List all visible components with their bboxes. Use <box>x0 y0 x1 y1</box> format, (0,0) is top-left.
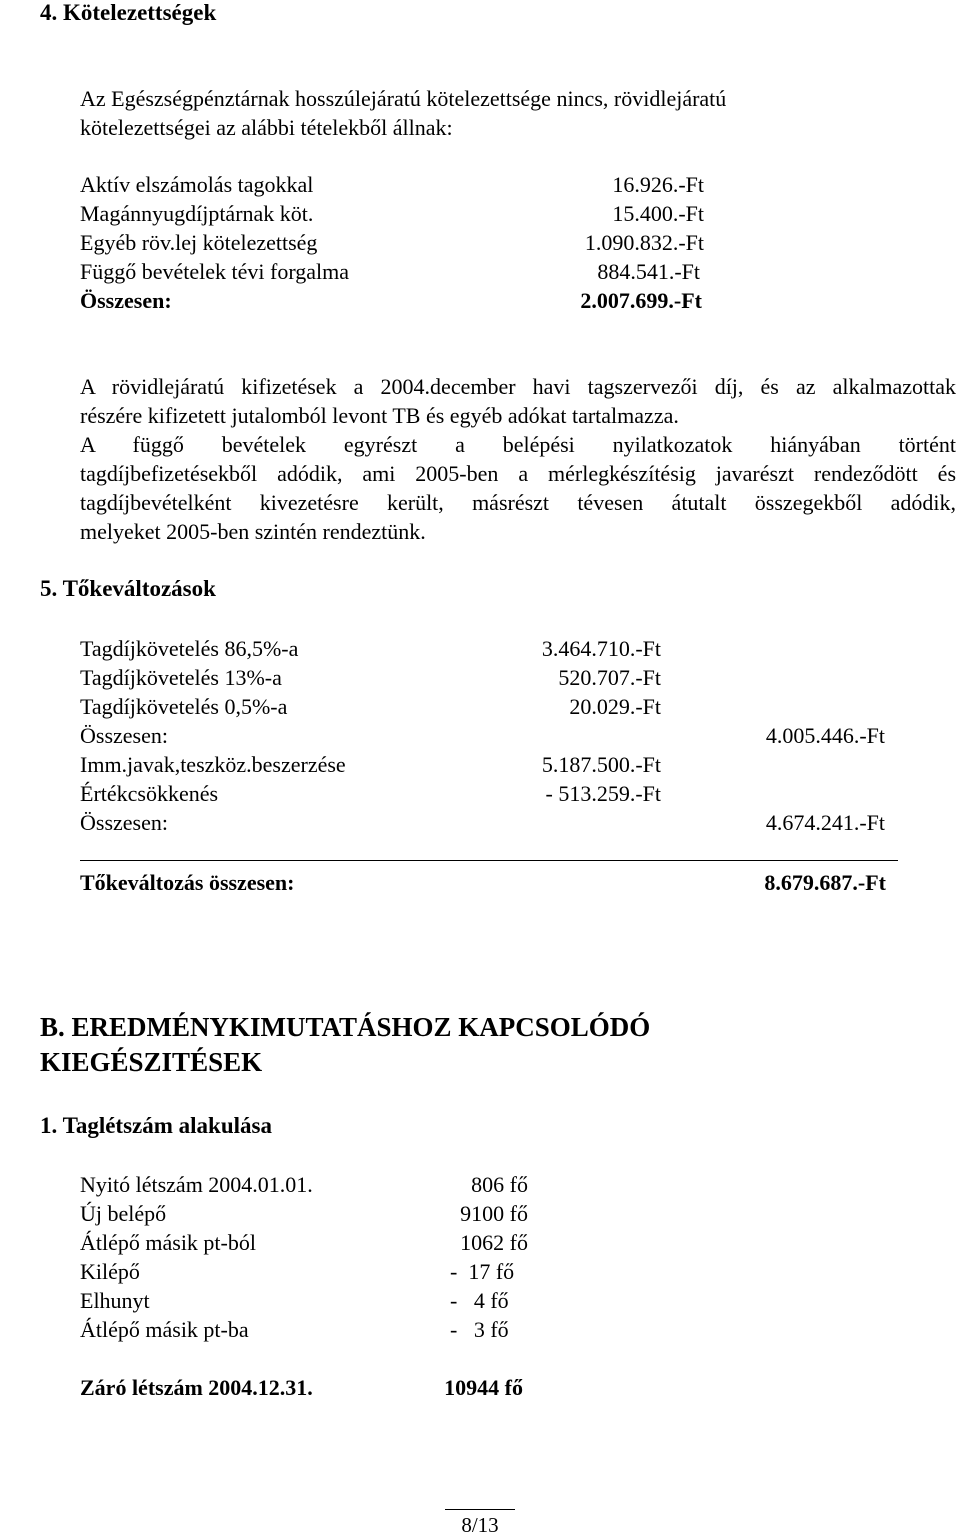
equity-row-label: Imm.javak,teszköz.beszerzése <box>80 752 346 777</box>
membership-row-label: Átlépő másik pt-ba <box>80 1317 249 1342</box>
equity-grand-total-value: 8.679.687.-Ft <box>764 870 886 895</box>
liability-value: 884.541.-Ft <box>597 259 700 284</box>
liability-label: Magánnyugdíjptárnak köt. <box>80 201 314 226</box>
section-5-title: 5. Tőkeváltozások <box>40 576 216 601</box>
equity-row-total: 4.674.241.-Ft <box>765 810 885 835</box>
membership-row-value: 806 fő <box>471 1172 528 1197</box>
section-4-title: 4. Kötelezettségek <box>40 0 217 25</box>
equity-row-value: 520.707.-Ft <box>558 665 661 690</box>
equity-row-label: Összesen: <box>80 810 168 835</box>
membership-row-label: Új belépő <box>80 1201 167 1226</box>
equity-row-value: 20.029.-Ft <box>569 694 661 719</box>
membership-row-value: 9100 fő <box>460 1201 528 1226</box>
note-line: tagdíjbevételként kivezetésre került, másrészt tévesen átutalt összegekből adódik, <box>80 490 956 515</box>
short-term-payments-note <box>80 372 956 430</box>
pending-revenue-note <box>80 430 956 546</box>
membership-row-value: - 17 fő <box>450 1259 515 1284</box>
equity-row-label: Értékcsökkenés <box>80 781 219 806</box>
membership-row-value: - 3 fő <box>450 1317 509 1342</box>
liability-label: Aktív elszámolás tagokkal <box>80 172 314 197</box>
equity-row-value: 3.464.710.-Ft <box>541 636 661 661</box>
page-number: 8/13 <box>461 1513 499 1537</box>
intro-line-1: Az Egészségpénztárnak hosszúlejáratú kötelezettsége nincs, rövidlejáratú <box>80 86 727 111</box>
equity-row-value: - 513.259.-Ft <box>545 781 661 806</box>
note-line: részére kifizetett jutalomból levont TB és egyéb adókat tartalmazza. <box>80 403 679 428</box>
equity-row-label: Tagdíjkövetelés 0,5%-a <box>80 694 288 719</box>
liability-label: Egyéb röv.lej kötelezettség <box>80 230 318 255</box>
liability-value: 1.090.832.-Ft <box>584 230 704 255</box>
intro-line-2: kötelezettségei az alábbi tételekből állnak: <box>80 115 453 140</box>
equity-row-label: Összesen: <box>80 723 168 748</box>
total-divider <box>80 860 898 861</box>
membership-subtitle: 1. Taglétszám alakulása <box>40 1113 272 1138</box>
membership-closing-value: 10944 fő <box>444 1375 523 1400</box>
section-b-title-line-1: B. EREDMÉNYKIMUTATÁSHOZ KAPCSOLÓDÓ <box>40 1012 651 1042</box>
section-b-title-line-2: KIEGÉSZITÉSEK <box>40 1047 263 1077</box>
footer-rule <box>445 1509 515 1510</box>
liability-total-value: 2.007.699.-Ft <box>580 288 702 313</box>
liability-total-label: Összesen: <box>80 288 172 313</box>
liability-value: 16.926.-Ft <box>612 172 704 197</box>
equity-grand-total-label: Tőkeváltozás összesen: <box>80 870 295 895</box>
membership-row-label: Átlépő másik pt-ból <box>80 1230 256 1255</box>
membership-row-label: Kilépő <box>80 1259 140 1284</box>
membership-row-label: Elhunyt <box>80 1288 150 1313</box>
note-line: A függő bevételek egyrészt a belépési nyilatkozatok hiányában történt <box>80 432 956 457</box>
equity-row-label: Tagdíjkövetelés 13%-a <box>80 665 282 690</box>
liability-label: Függő bevételek tévi forgalma <box>80 259 350 284</box>
membership-row-value: - 4 fő <box>450 1288 509 1313</box>
section-b-title <box>40 1010 650 1080</box>
equity-row-total: 4.005.446.-Ft <box>765 723 885 748</box>
membership-row-label: Nyitó létszám 2004.01.01. <box>80 1172 313 1197</box>
note-line: melyeket 2005-ben szintén rendeztünk. <box>80 519 426 544</box>
liability-value: 15.400.-Ft <box>612 201 704 226</box>
equity-row-label: Tagdíjkövetelés 86,5%-a <box>80 636 299 661</box>
note-line: tagdíjbefizetésekből adódik, ami 2005-ben a mérlegkészítésig javarészt rendeződött és <box>80 461 956 486</box>
equity-row-value: 5.187.500.-Ft <box>541 752 661 777</box>
membership-closing-label: Záró létszám 2004.12.31. <box>80 1375 313 1400</box>
membership-row-value: 1062 fő <box>460 1230 528 1255</box>
note-line: A rövidlejáratú kifizetések a 2004.december havi tagszervezői díj, és az alkalmazottak <box>80 374 956 399</box>
